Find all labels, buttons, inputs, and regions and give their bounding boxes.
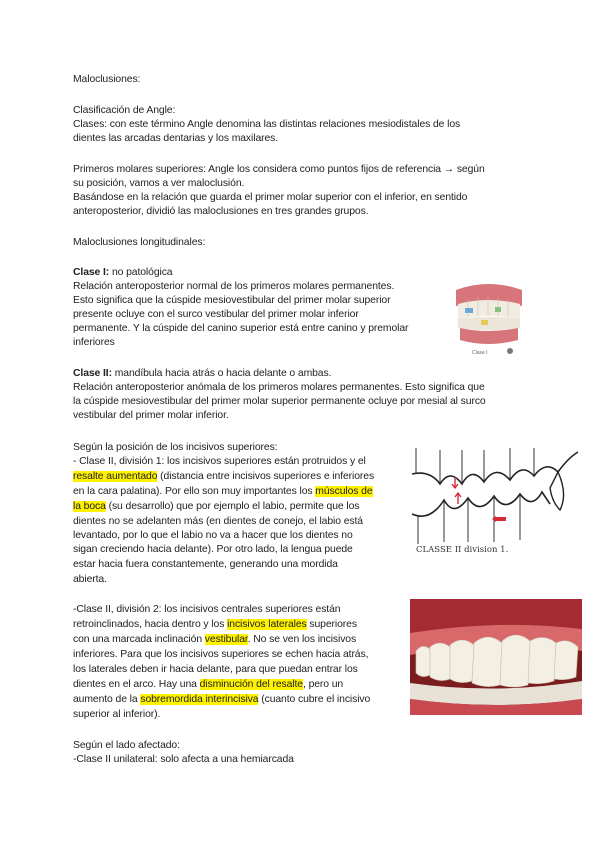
angle-heading: Clasificación de Angle: bbox=[73, 105, 176, 116]
highlight-la-boca: la boca bbox=[73, 501, 106, 512]
molars-line-3: Basándose en la relación que guarda el primer molar superior con el inferior, en sentido bbox=[73, 192, 468, 203]
div1-line-5: dientes no se adelanten más (en dientes de conejo, el labio está bbox=[73, 516, 363, 527]
clase1-line-2: Esto significa que la cúspide mesiovestibular del primer molar superior bbox=[73, 295, 391, 306]
clase2-line-1: Relación anteroposterior anómala de los primeros molares permanentes. Esto significa que bbox=[73, 382, 485, 393]
highlight-musculos-de: músculos de bbox=[315, 486, 373, 497]
div1-line-9: abierta. bbox=[73, 574, 107, 585]
div2-line-3: con una marcada inclinación vestibular. No se ven los incisivos bbox=[73, 634, 357, 645]
longitudinal-heading: Maloclusiones longitudinales: bbox=[73, 237, 206, 248]
clase1-title bbox=[73, 266, 172, 280]
div2-line-7: aumento de la sobremordida interincisiva (cuanto cubre el incisivo bbox=[73, 694, 371, 705]
clase2-line-3: vestibular del primer molar inferior. bbox=[73, 410, 229, 421]
div2-line-4: inferiores. Para que los incisivos superiores se echen hacia atrás, bbox=[73, 649, 369, 660]
div1-line-3: en la cara palatina). Por ello son muy importantes los músculos de bbox=[73, 486, 373, 497]
clase2-div1-diagram bbox=[410, 444, 581, 557]
lado-heading: Según el lado afectado: bbox=[73, 740, 180, 751]
angle-line-1: Clases: con este término Angle denomina las distintas relaciones mesiodistales de los bbox=[73, 119, 461, 130]
doc-title: Maloclusiones: bbox=[73, 74, 141, 85]
div2-line-5: los laterales deben ir hacia delante, para que puedan entrar los bbox=[73, 664, 358, 675]
highlight-resalte-aumentado: resalte aumentado bbox=[73, 471, 158, 482]
clase1-teeth-image bbox=[448, 276, 530, 360]
div1-line-2: resalte aumentado (distancia entre incisivos superiores e inferiores bbox=[73, 471, 375, 482]
clase1-caption: Clase I bbox=[472, 350, 488, 356]
highlight-sobremordida: sobremordida interincisiva bbox=[140, 694, 259, 705]
clase1-label: Clase I: bbox=[73, 267, 110, 278]
clase2-label: Clase II: bbox=[73, 368, 112, 379]
div1-line-1: - Clase II, división 1: los incisivos superiores están protruidos y el bbox=[73, 456, 366, 467]
clase2-title-rest: mandíbula hacia atrás o hacia delante o ambas. bbox=[111, 368, 332, 379]
clase1-line-3: presente ocluye con el surco vestibular del primer molar inferior bbox=[73, 309, 359, 320]
angle-line-2: dientes las arcadas dentarias y los maxilares. bbox=[73, 133, 279, 144]
div2-line-1: -Clase II, división 2: los incisivos centrales superiores están bbox=[73, 604, 341, 615]
molars-line-1: Primeros molares superiores: Angle los considera como puntos fijos de referencia → según bbox=[73, 164, 485, 175]
clase1-title-rest: no patológica bbox=[109, 267, 173, 278]
div1-line-7: sigan creciendo hacia delante). Por otro lado, la lengua puede bbox=[73, 544, 353, 555]
clase2-line-2: la cúspide mesiovestibular del primer molar superior permanente ocluye por mesial al surco bbox=[73, 396, 486, 407]
clase1-line-5: inferiores bbox=[73, 337, 115, 348]
div2-line-6: dientes en el arco. Hay una disminución del resalte, pero un bbox=[73, 679, 344, 690]
clase1-line-1: Relación anteroposterior normal de los primeros molares permanentes. bbox=[73, 281, 395, 292]
div1-intro: Según la posición de los incisivos superiores: bbox=[73, 442, 278, 453]
clase2-title bbox=[73, 367, 331, 381]
clase2-div2-photo bbox=[410, 599, 582, 715]
div1-line-4: la boca (su desarrollo) que por ejemplo el labio, permite que los bbox=[73, 501, 360, 512]
molars-line-2: su posición, vamos a ver maloclusión. bbox=[73, 178, 245, 189]
div1-line-8: estar hacia fuera constantemente, generando una mordida bbox=[73, 559, 338, 570]
clase1-line-4: permanente. Y la cúspide del canino superior está entre canino y premolar bbox=[73, 323, 409, 334]
div1-line-6: levantado, por lo que el labio no va a hacer que los dientes no bbox=[73, 530, 353, 541]
div2-line-2: retroinclinados, hacia dentro y los incisivos laterales superiores bbox=[73, 619, 357, 630]
div2-line-8: superior al inferior). bbox=[73, 709, 161, 720]
highlight-vestibular: vestibular bbox=[204, 634, 248, 645]
highlight-incisivos-laterales: incisivos laterales bbox=[227, 619, 307, 630]
lado-line-1: -Clase II unilateral: solo afecta a una hemiarcada bbox=[73, 754, 294, 765]
clase2-div1-caption: CLASSE II division 1. bbox=[416, 545, 509, 555]
molars-line-4: anteroposterior, dividió las maloclusiones en tres grandes grupos. bbox=[73, 206, 369, 217]
highlight-disminucion-resalte: disminución del resalte bbox=[199, 679, 303, 690]
